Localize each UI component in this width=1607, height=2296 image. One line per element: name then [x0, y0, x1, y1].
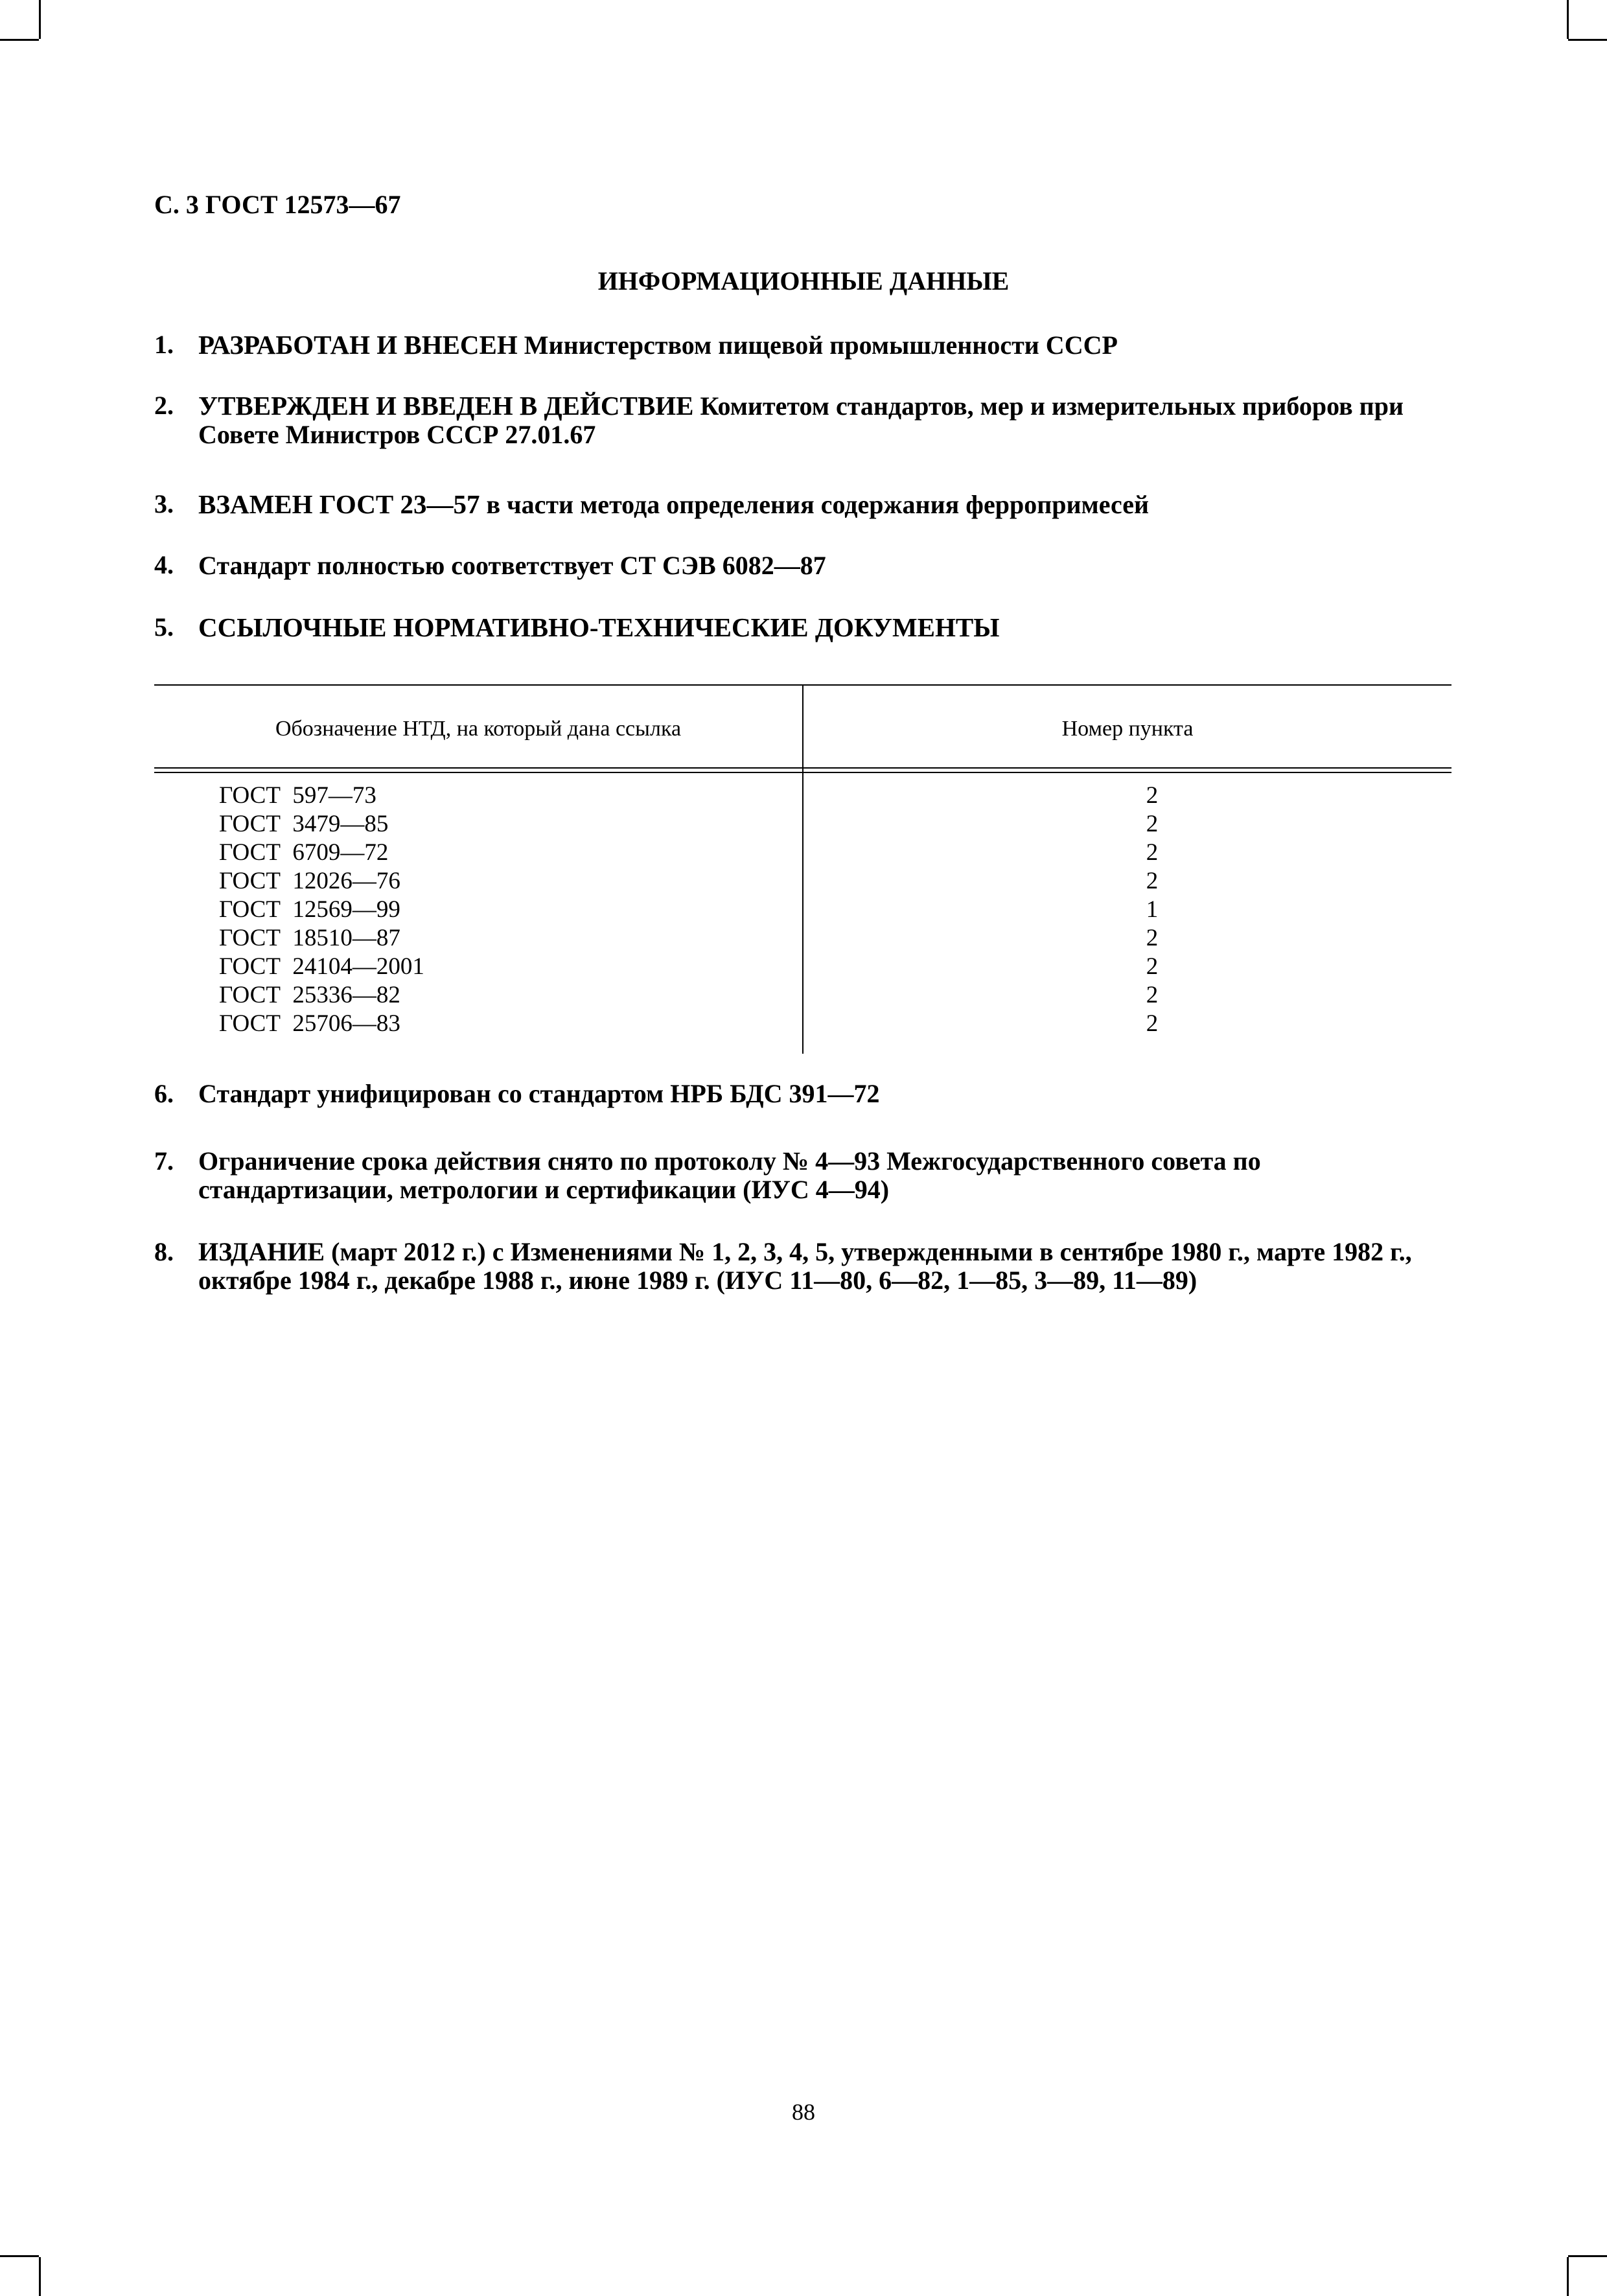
list-item: [154, 1147, 1450, 1204]
item-lead: РАЗРАБОТАН И ВНЕСЕН: [198, 330, 518, 360]
table-header-rule: [154, 772, 1451, 773]
table-cell-point: 1: [1146, 896, 1159, 923]
point-column: [1120, 782, 1185, 1038]
table-cell-doc: ГОСТ 25706—83: [219, 1010, 400, 1037]
table-cell-doc: ГОСТ 18510—87: [219, 925, 400, 951]
table-cell-point: 2: [1146, 925, 1159, 951]
item-number: 5.: [154, 612, 174, 642]
list-item: [154, 613, 1450, 642]
table-cell-point: 2: [1146, 982, 1159, 1008]
item-text: Комитетом стандартов, мер и измерительных приборов при Совете Министров СССР 27.01.67: [198, 391, 1404, 449]
list-item: [154, 330, 1450, 360]
table-cell-point: 2: [1146, 1010, 1159, 1037]
table-cell-point: 2: [1146, 868, 1159, 894]
table-cell-doc: ГОСТ 12026—76: [219, 868, 400, 894]
table-cell-doc: ГОСТ 6709—72: [219, 839, 389, 866]
list-item: [154, 1080, 1450, 1108]
list-item: [154, 1238, 1450, 1295]
crop-mark: [1567, 2257, 1569, 2296]
item-lead: УТВЕРЖДЕН И ВВЕДЕН В ДЕЙСТВИЕ: [198, 391, 694, 421]
item-number: 7.: [154, 1146, 174, 1176]
item-number: 2.: [154, 391, 174, 420]
list-item: [154, 391, 1450, 449]
crop-mark: [39, 2257, 41, 2296]
item-lead: ССЫЛОЧНЫЕ НОРМАТИВНО-ТЕХНИЧЕСКИЕ ДОКУМЕНТЫ: [198, 612, 1000, 642]
page-number: 88: [792, 2099, 815, 2125]
crop-mark: [1568, 39, 1607, 41]
doc-column: [219, 782, 424, 1038]
item-text: ИЗДАНИЕ (март 2012 г.) с Изменениями № 1, 2, 3, 4, 5, утвержденными в сентябре 1980 г., марте 1982 г., октябре 1984 г., декабре 1988 г., июне 1989 г. (ИУС 11—80, 6—82, 1—85, 3—89, 11—89): [198, 1237, 1412, 1295]
item-number: 8.: [154, 1237, 174, 1266]
crop-mark: [0, 2255, 39, 2257]
item-text: Министерством пищевой промышленности СССР: [517, 330, 1118, 360]
table-cell-doc: ГОСТ 12569—99: [219, 896, 400, 923]
list-item: [154, 551, 1450, 580]
table-cell-point: 2: [1146, 953, 1159, 980]
crop-mark: [1568, 2255, 1607, 2257]
item-text: Ограничение срока действия снято по протоколу № 4—93 Межгосударственного совета по стандартизации, метрологии и сертификации (ИУС 4—94): [198, 1146, 1261, 1204]
page-header: С. 3 ГОСТ 12573—67: [154, 190, 401, 219]
item-lead: ВЗАМЕН ГОСТ 23—57: [198, 489, 480, 519]
table-cell-doc: ГОСТ 25336—82: [219, 982, 400, 1008]
item-number: 4.: [154, 550, 174, 579]
table-header-point: Номер пункта: [1061, 717, 1194, 741]
table-cell-doc: ГОСТ 597—73: [219, 782, 376, 809]
item-number: 1.: [154, 330, 174, 359]
table-cell-doc: ГОСТ 3479—85: [219, 811, 389, 837]
table-cell-point: 2: [1146, 839, 1159, 866]
item-number: 6.: [154, 1079, 174, 1108]
item-text: в части метода определения содержания ферропримесей: [480, 490, 1150, 519]
crop-mark: [0, 39, 39, 41]
section-title: ИНФОРМАЦИОННЫЕ ДАННЫЕ: [597, 266, 1010, 296]
crop-mark: [39, 0, 41, 39]
item-number: 3.: [154, 489, 174, 518]
crop-mark: [1567, 0, 1569, 39]
table-cell-point: 2: [1146, 811, 1159, 837]
item-text: Стандарт унифицирован со стандартом НРБ БДС 391—72: [198, 1079, 880, 1108]
table-cell-point: 2: [1146, 782, 1159, 809]
item-text: Стандарт полностью соответствует СТ СЭВ 6082—87: [198, 551, 826, 580]
table-cell-doc: ГОСТ 24104—2001: [219, 953, 424, 980]
list-item: [154, 490, 1450, 519]
table-header-rule: [154, 767, 1451, 769]
table-header-doc: Обозначение НТД, на который дана ссылка: [275, 717, 682, 741]
